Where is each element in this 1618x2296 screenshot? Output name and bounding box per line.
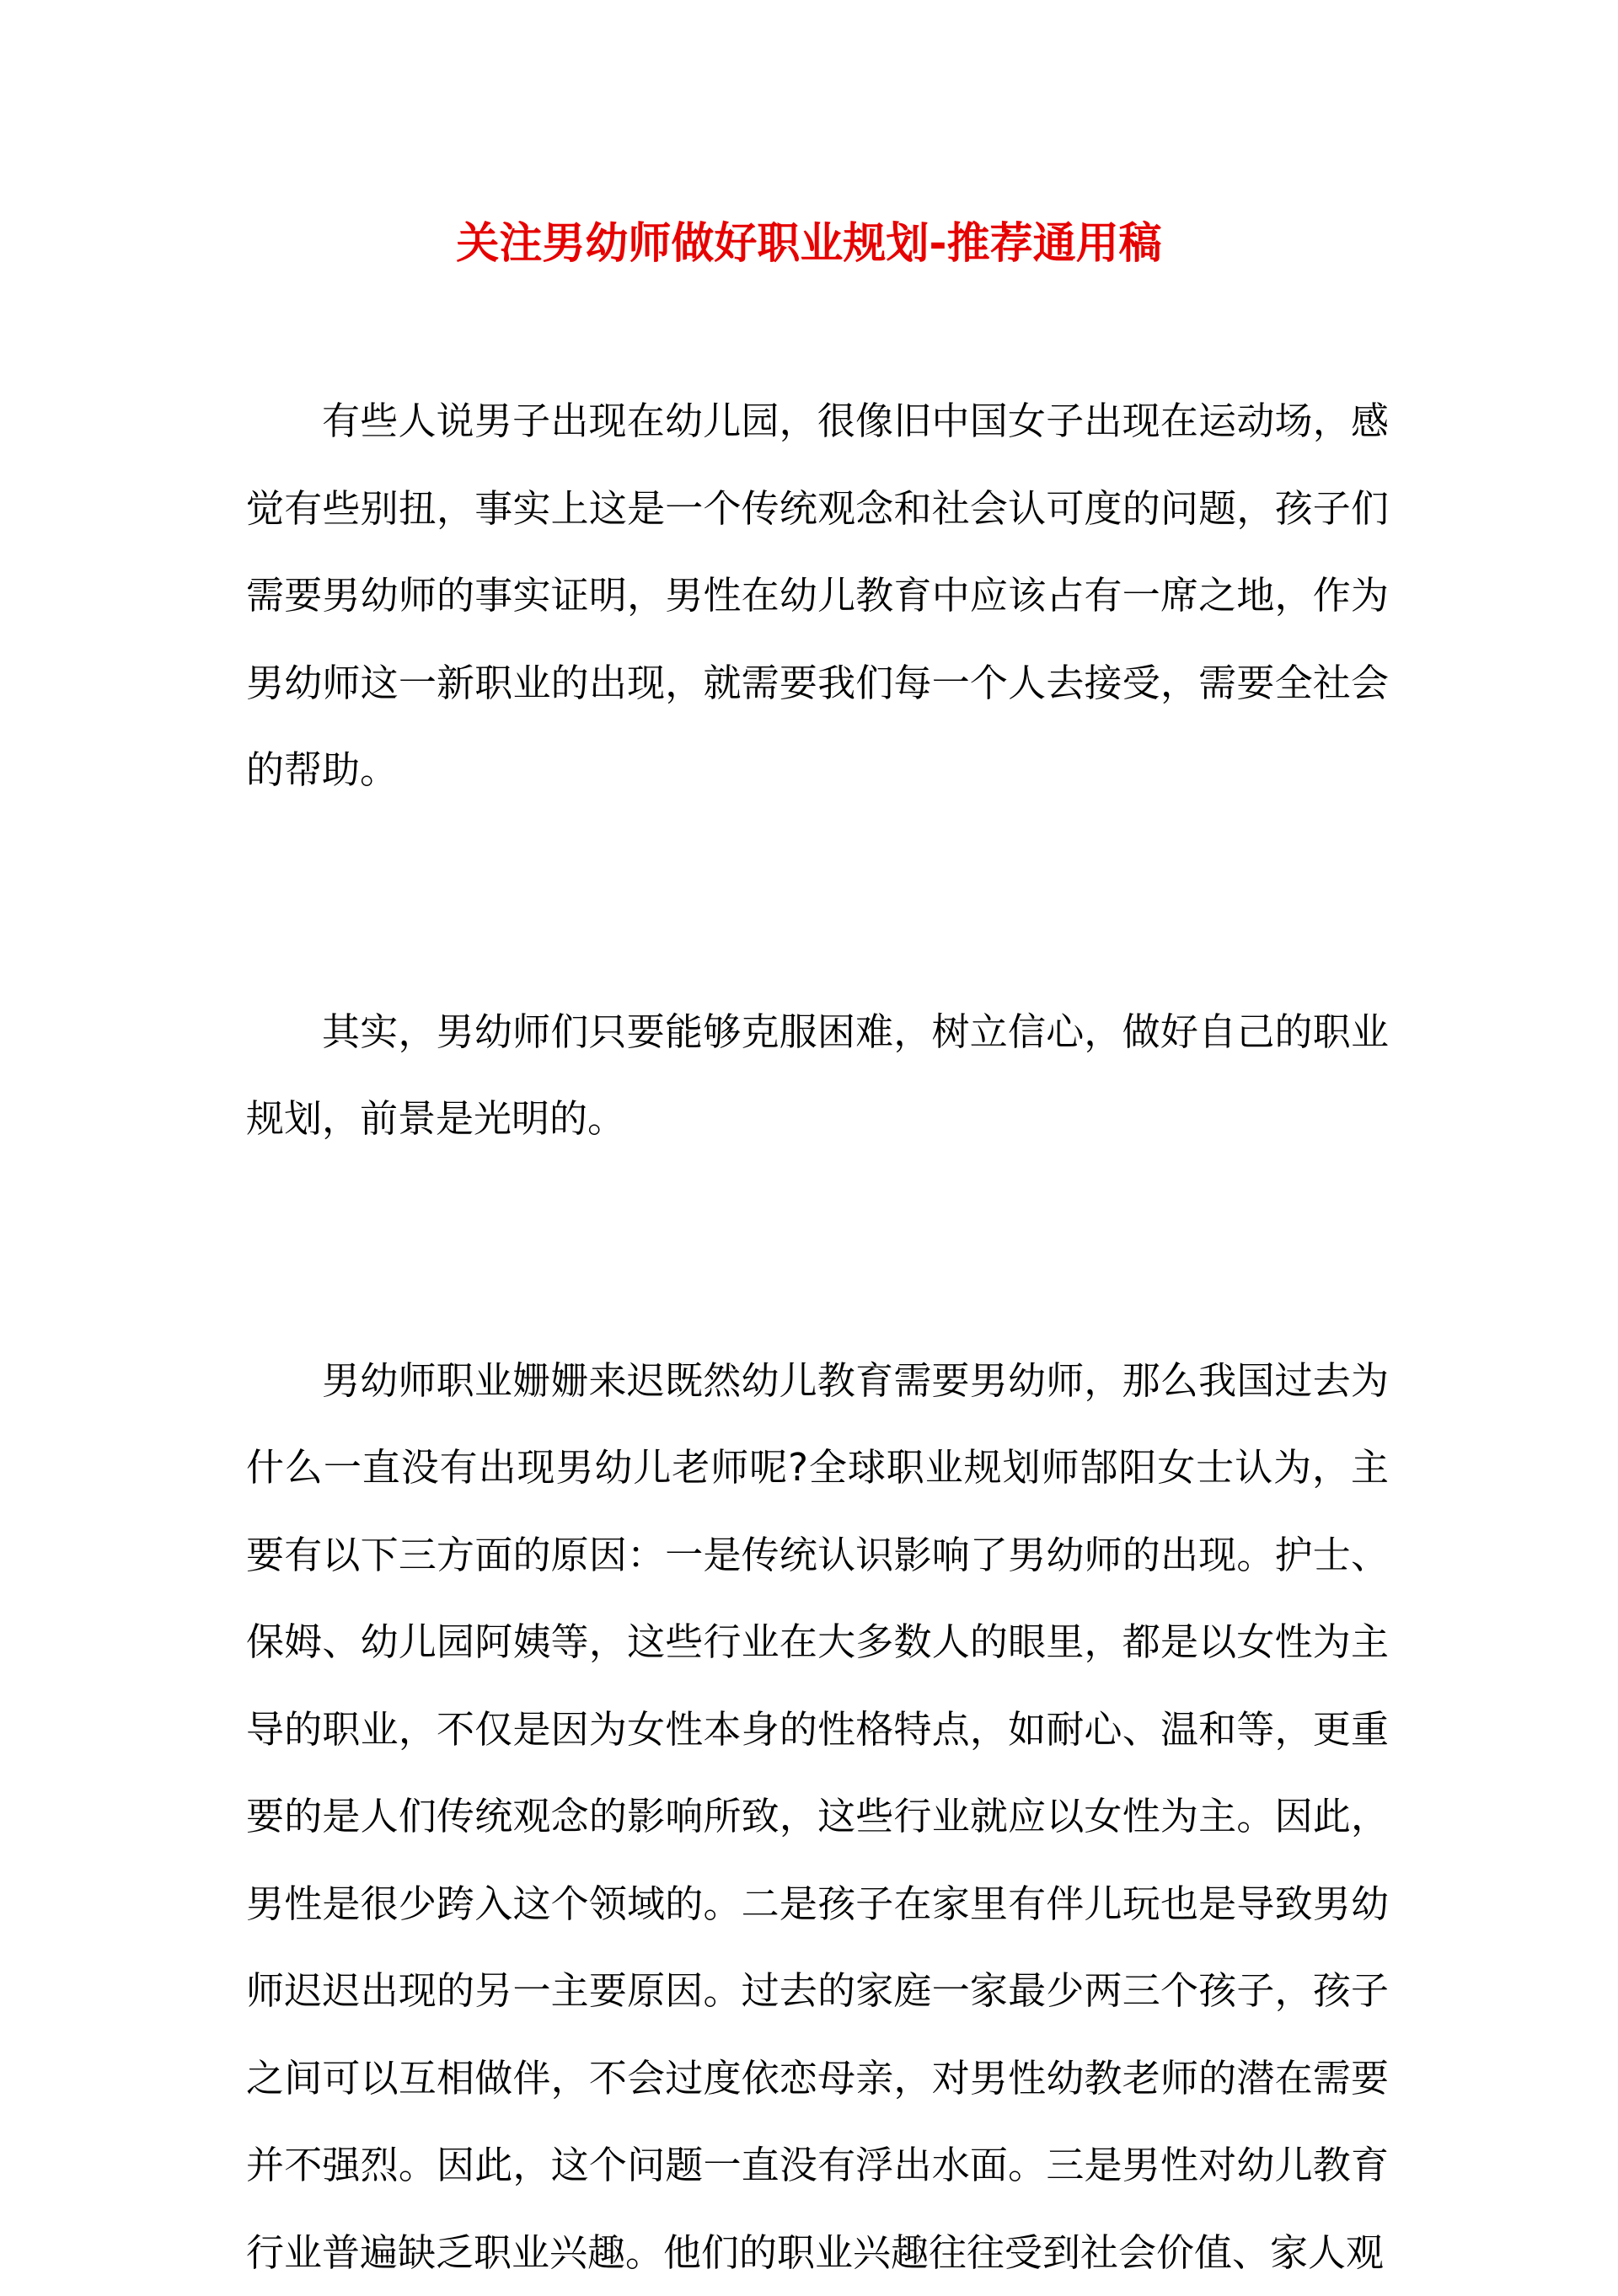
document-body: [246, 377, 1389, 2296]
body-paragraph-3: 男幼师职业姗姗来迟既然幼儿教育需要男幼师，那么我国过去为什么一直没有出现男幼儿老师呢?全球职业规划师郜阳女士认为，主要有以下三方面的原因：一是传统认识影响了男幼师的出现。护士、保姆、幼儿园阿姨等，这些行业在大多数人的眼里，都是以女性为主导的职业，不仅是因为女性本身的性格特点，如耐心、温和等，更重要的是人们传统观念的影响所致，这些行业就应以女性为主。因此，男性是很少跨入这个领域的。二是孩子在家里有伴儿玩也是导致男幼师迟迟出现的另一主要原因。过去的家庭一家最少两三个孩子，孩子之间可以互相做伴，不会过度依恋母亲，对男性幼教老师的潜在需要并不强烈。因此，这个问题一直没有浮出水面。三是男性对幼儿教育行业普遍缺乏职业兴趣。他们的职业兴趣往往受到社会价值、家人观: [246, 1337, 1389, 2296]
body-paragraph-2: 其实，男幼师们只要能够克服困难，树立信心，做好自己的职业规划，前景是光明的。: [246, 988, 1389, 1163]
document-title: 关注男幼师做好职业规划-推荐通用稿: [0, 211, 1618, 278]
body-paragraph-1: 有些人说男子出现在幼儿园，很像旧中国女子出现在运动场，感觉有些别扭，事实上这是一个传统观念和社会认可度的问题，孩子们需要男幼师的事实证明，男性在幼儿教育中应该占有一席之地，作为男幼师这一新职业的出现，就需要我们每一个人去接受，需要全社会的帮助。: [246, 377, 1389, 814]
